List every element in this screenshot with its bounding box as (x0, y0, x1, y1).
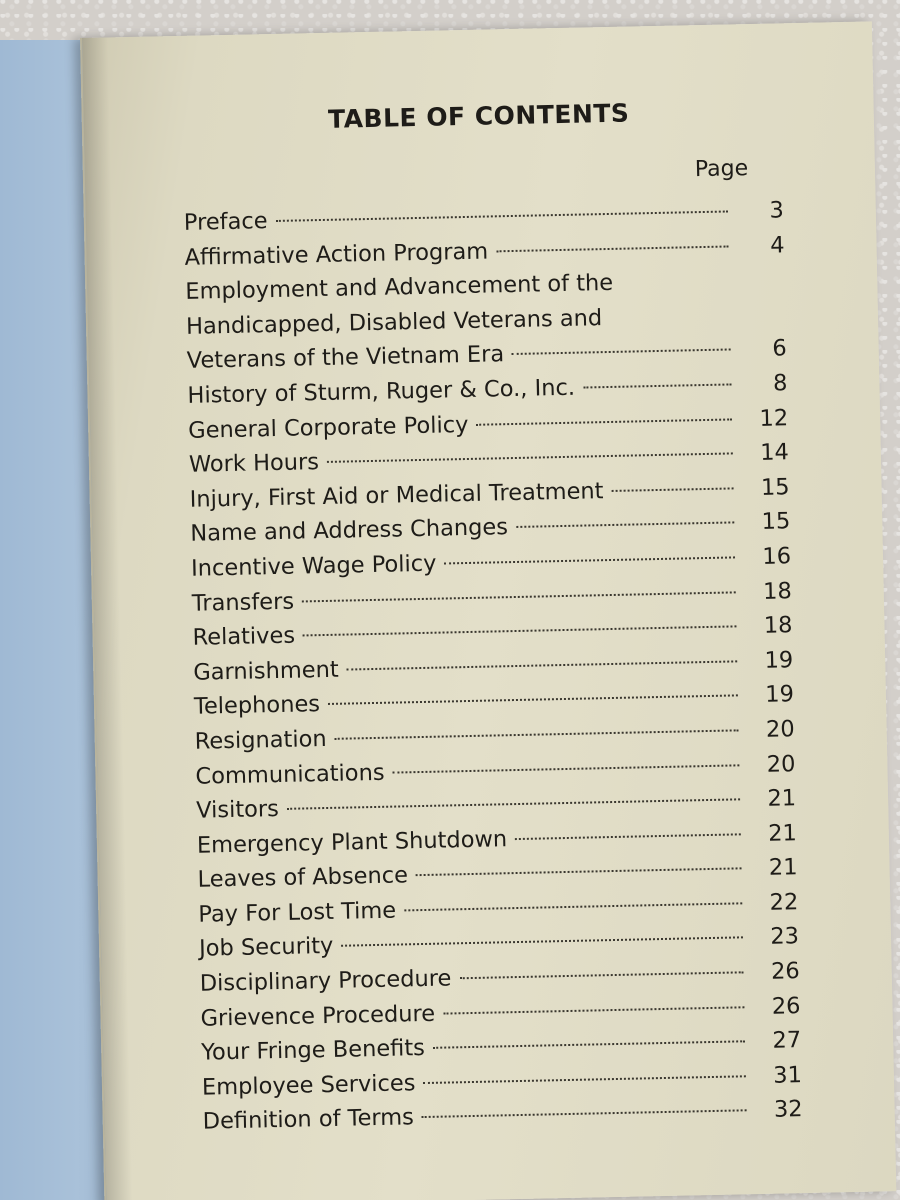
dot-leader (459, 970, 743, 979)
toc-entry-page-number: 4 (769, 231, 785, 259)
dot-leader (347, 659, 738, 670)
dot-leader (443, 1005, 744, 1014)
dot-leader (422, 1109, 747, 1119)
booklet-page (80, 21, 896, 1200)
toc-entry-label: Preface (183, 208, 268, 236)
toc-entry-page-number: 18 (762, 577, 793, 605)
toc-entry-page-number: 21 (767, 819, 798, 847)
toc-entry-label: Transfers (191, 588, 295, 617)
toc-entry-page-number: 27 (772, 1027, 802, 1054)
toc-entry-label: Your Fringe Benefits (201, 1035, 426, 1066)
toc-entry-page-number: 32 (773, 1096, 803, 1124)
toc-entry-page-number: 14 (759, 439, 790, 466)
toc-entry-label: Leaves of Absence (197, 862, 409, 893)
dot-leader (416, 867, 742, 877)
dot-leader (341, 936, 743, 947)
dot-leader (621, 281, 729, 284)
toc-entry-page-number: 6 (772, 335, 787, 362)
toc-entry-label: Employee Services (201, 1070, 416, 1101)
toc-entry-label: Definition of Terms (202, 1104, 415, 1136)
toc-entry-label: Pay For Lost Time (198, 897, 397, 928)
toc-entry-page-number: 3 (769, 197, 785, 224)
toc-entry-page-number: 26 (771, 992, 801, 1020)
toc-entry-page-number (739, 286, 785, 287)
toc-entry-page-number: 26 (770, 958, 800, 985)
toc-entry-label: Telephones (193, 691, 321, 721)
toc-entry-label: Visitors (195, 796, 280, 824)
dot-leader (328, 694, 738, 706)
toc-entry-label: Incentive Wage Policy (190, 550, 437, 582)
dot-leader (404, 901, 742, 911)
toc-entry-label: Job Security (198, 933, 334, 963)
dot-leader (516, 521, 734, 529)
toc-entry-page-number: 19 (764, 681, 795, 709)
toc-entry-page-number: 21 (768, 854, 798, 882)
toc-entry-label: Emergency Plant Shutdown (196, 825, 508, 859)
toc-entry-page-number: 18 (763, 612, 793, 639)
dot-leader (583, 382, 731, 388)
toc-entry-label: Affirmative Action Program (184, 238, 489, 271)
toc-entry-label: Resignation (194, 725, 327, 755)
toc-entry-label: Handicapped, Disabled Veterans and (185, 304, 603, 340)
toc-entry-page-number: 21 (767, 785, 797, 812)
toc-entry-label: Disciplinary Procedure (199, 965, 452, 997)
dot-leader (303, 625, 736, 637)
page-title: TABLE OF CONTENTS (327, 98, 630, 134)
toc-entry-label: History of Sturm, Ruger & Co., Inc. (187, 374, 576, 409)
toc-entry-label: Grievence Procedure (200, 1000, 436, 1032)
dot-leader (512, 348, 731, 356)
toc-entry-page-number: 15 (761, 508, 791, 536)
dot-leader (302, 590, 736, 602)
toc-entry-page-number: 20 (765, 716, 795, 743)
toc-list (184, 193, 803, 1139)
dot-leader (423, 1074, 746, 1084)
toc-entry-label: Injury, First Aid or Medical Treatment (189, 477, 604, 513)
dot-leader (392, 763, 739, 773)
toc-entry-label: Work Hours (188, 449, 320, 478)
toc-entry-label: Relatives (192, 622, 296, 651)
toc-entry-label: General Corporate Policy (187, 411, 469, 444)
dot-leader (287, 797, 740, 809)
dot-leader (611, 486, 733, 492)
dot-leader (610, 315, 730, 319)
toc-entry-label: Garnishment (193, 656, 339, 686)
dot-leader (496, 244, 728, 252)
toc-entry-page-number (740, 321, 786, 322)
dot-leader (433, 1040, 745, 1050)
dot-leader (515, 832, 741, 840)
dot-leader (476, 417, 732, 425)
toc-entry-page-number: 15 (760, 473, 790, 501)
toc-entry-page-number: 16 (762, 543, 792, 570)
dot-leader (276, 209, 728, 221)
toc-entry-page-number: 22 (769, 889, 799, 916)
toc-entry-page-number: 19 (764, 646, 794, 674)
toc-entry-label: Communications (195, 759, 385, 790)
toc-entry-page-number: 20 (766, 750, 796, 778)
toc-entry-page-number: 8 (772, 370, 788, 397)
toc-entry-page-number: 12 (759, 404, 789, 432)
toc-entry-label: Employment and Advancement of the (185, 270, 614, 306)
toc-entry-label: Name and Address Changes (190, 514, 509, 548)
toc-entry-page-number: 23 (770, 923, 800, 951)
toc-entry-label: Veterans of the Vietnam Era (186, 341, 505, 375)
dot-leader (327, 452, 733, 464)
page-column-heading: Page (694, 156, 749, 183)
toc-entry-page-number: 31 (772, 1061, 803, 1089)
dot-leader (335, 728, 739, 739)
dot-leader (444, 555, 735, 564)
